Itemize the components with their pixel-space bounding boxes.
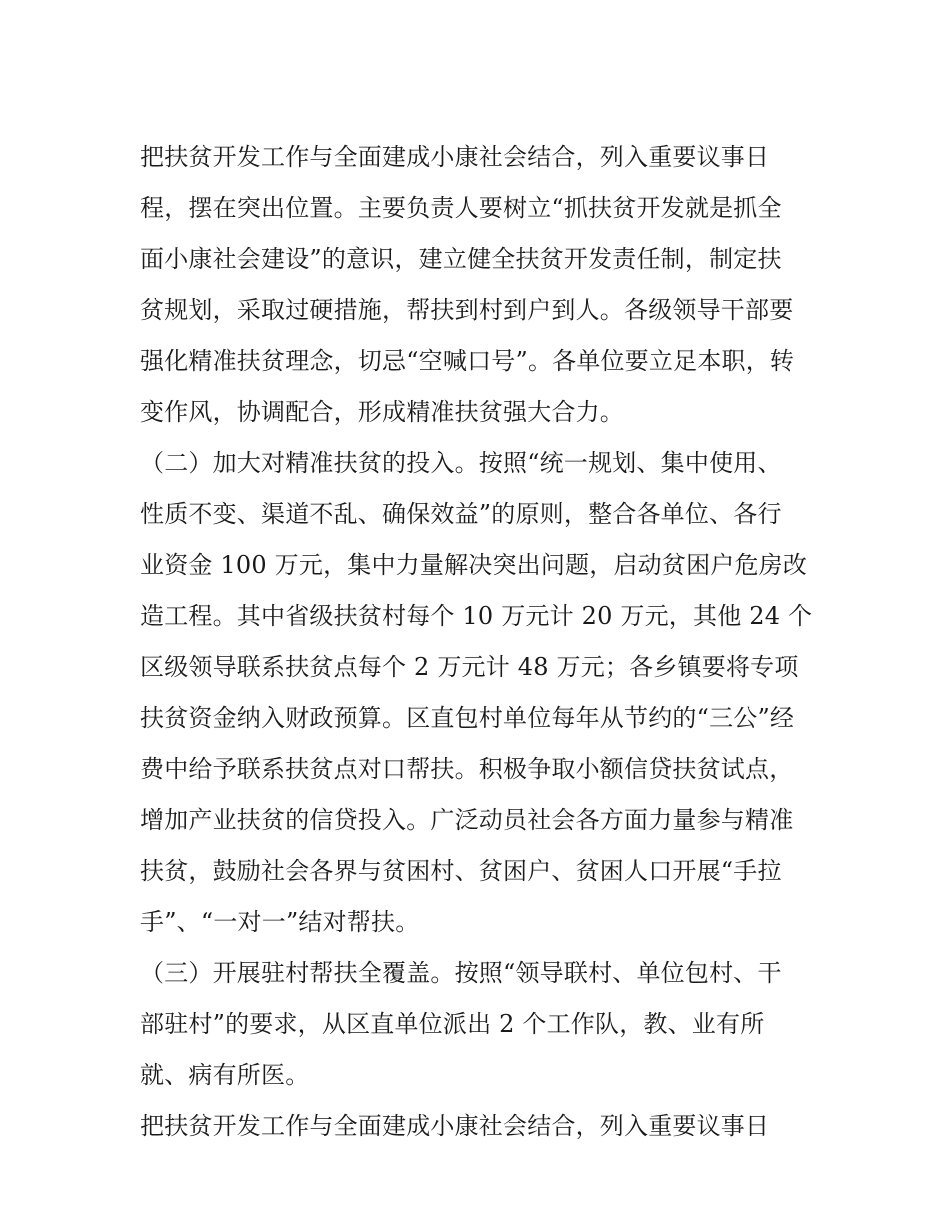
text-line: 扶贫资金纳入财政预算。区直包村单位每年从节约的“三公”经 [140,704,795,732]
text-line: 贫规划，采取过硬措施，帮扶到村到户到人。各级领导干部要 [140,296,794,324]
text-line: 强化精准扶贫理念，切忌“空喊口号”。各单位要立足本职，转 [140,347,795,375]
text-line: 把扶贫开发工作与全面建成小康社会结合，列入重要议事日 [140,143,770,171]
text-line: 把扶贫开发工作与全面建成小康社会结合，列入重要议事日 [140,1112,770,1140]
text-line: 手”、“一对一”结对帮扶。 [140,908,420,936]
text-line: 业资金 100 万元，集中力量解决突出问题，启动贫困户危房改 [140,551,808,579]
text-line: 增加产业扶贫的信贷投入。广泛动员社会各方面力量参与精准 [140,806,794,834]
text-line: 扶贫，鼓励社会各界与贫困村、贫困户、贫困人口开展“手拉 [140,857,782,885]
text-line: 程，摆在突出位置。主要负责人要树立“抓扶贫开发就是抓全 [140,194,782,222]
text-line: 性质不变、渠道不乱、确保效益”的原则，整合各单位、各行 [140,500,782,528]
text-line: 部驻村”的要求，从区直单位派出 2 个工作队，教、业有所 [140,1010,765,1038]
text-line: 费中给予联系扶贫点对口帮扶。积极争取小额信贷扶贫试点， [140,755,794,783]
text-line: （三）开展驻村帮扶全覆盖。按照“领导联村、单位包村、干 [140,959,782,987]
text-line: （二）加大对精准扶贫的投入。按照“统一规划、集中使用、 [140,449,782,477]
text-line: 变作风，协调配合，形成精准扶贫强大合力。 [140,398,624,426]
text-line: 造工程。其中省级扶贫村每个 10 万元计 20 万元，其他 24 个 [140,602,813,630]
document-body [140,132,820,1152]
text-line: 就、病有所医。 [140,1061,310,1089]
text-line: 面小康社会建设”的意识，建立健全扶贫开发责任制，制定扶 [140,245,782,273]
text-line: 区级领导联系扶贫点每个 2 万元计 48 万元；各乡镇要将专项 [140,653,799,681]
